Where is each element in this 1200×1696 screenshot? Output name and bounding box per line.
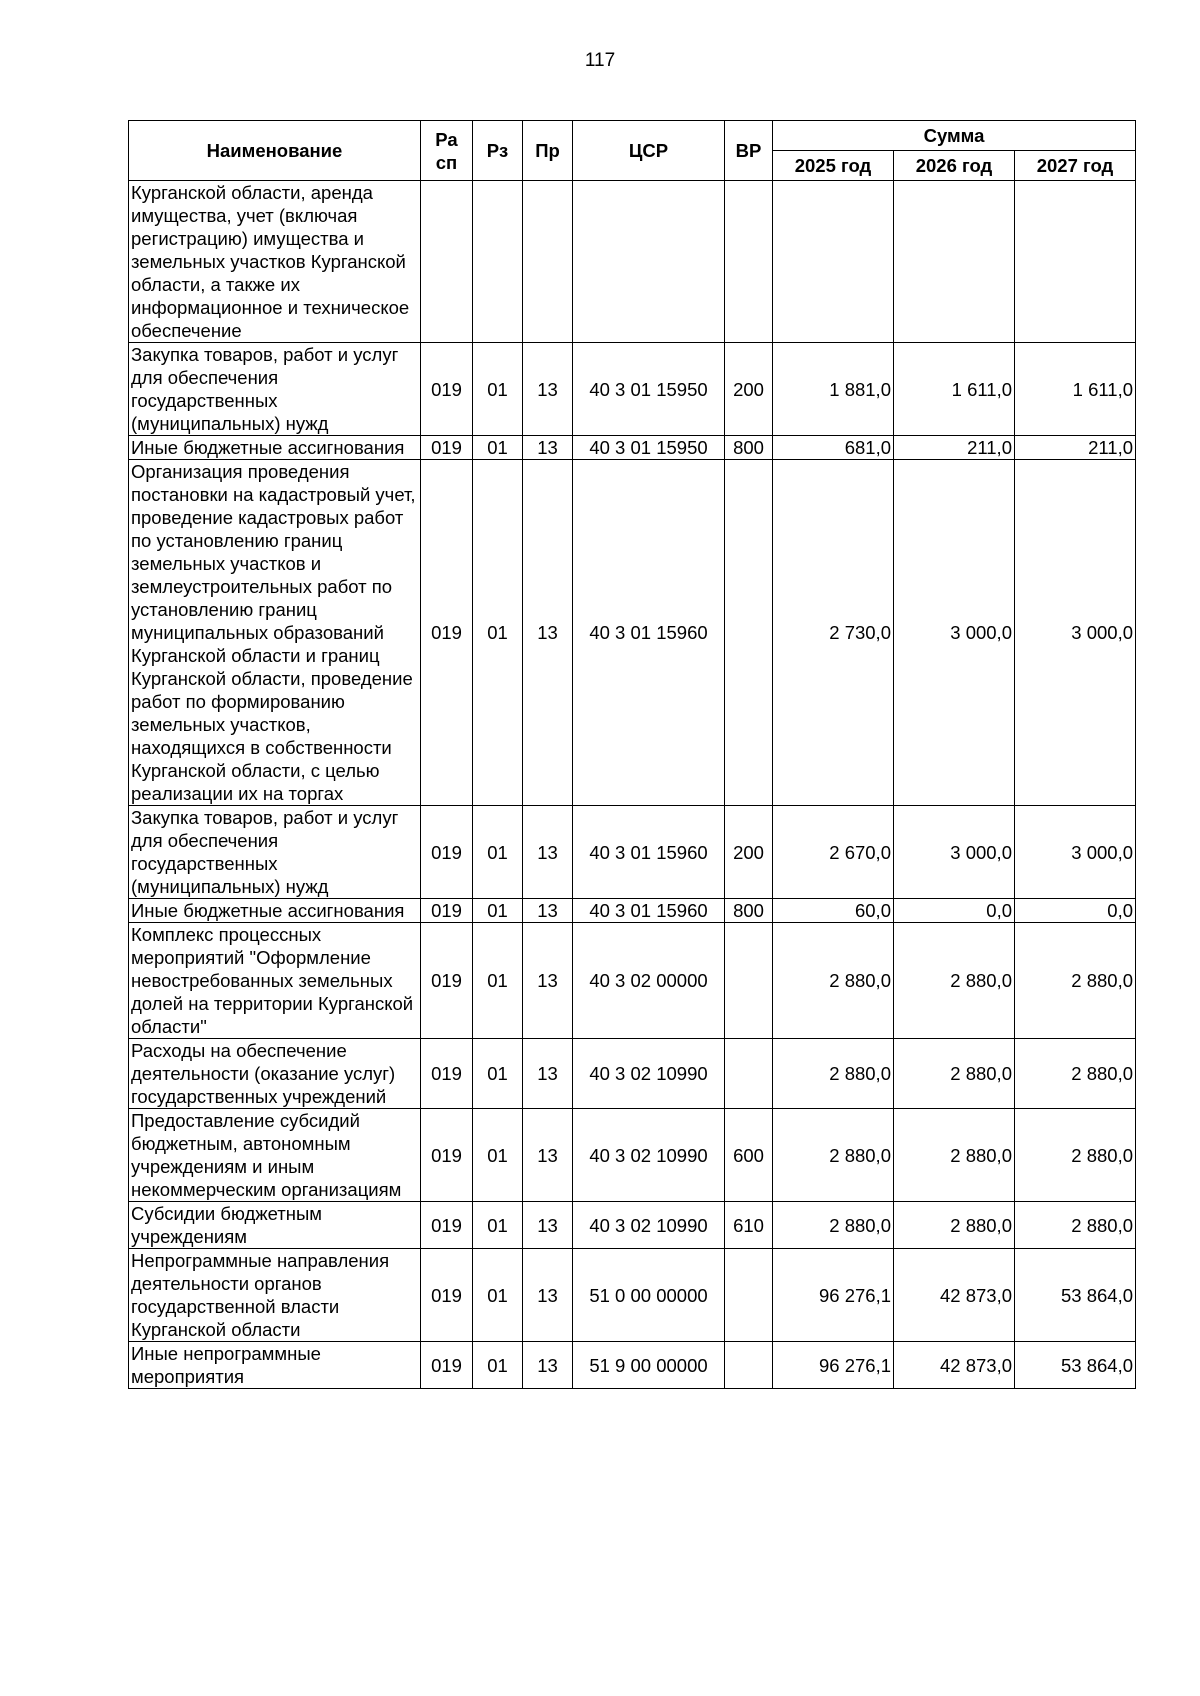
header-year-2025: 2025 год (773, 151, 894, 181)
row-amount-2027: 0,0 (1015, 899, 1136, 923)
row-vr (725, 181, 773, 343)
row-csr: 40 3 01 15950 (573, 436, 725, 460)
row-name: Закупка товаров, работ и услуг для обеспечения государственных (муниципальных) нужд (129, 343, 421, 436)
row-amount-2025: 2 730,0 (773, 460, 894, 806)
row-amount-2026: 3 000,0 (894, 460, 1015, 806)
row-pr: 13 (523, 460, 573, 806)
row-amount-2025: 2 880,0 (773, 1109, 894, 1202)
row-name: Непрограммные направления деятельности органов государственной власти Курганской области (129, 1249, 421, 1342)
row-vr: 200 (725, 806, 773, 899)
header-rasp-top: Ра (435, 128, 458, 150)
row-amount-2027: 2 880,0 (1015, 1202, 1136, 1249)
row-pr: 13 (523, 1249, 573, 1342)
row-rasp: 019 (421, 1039, 473, 1109)
row-rz: 01 (473, 460, 523, 806)
row-rasp: 019 (421, 1202, 473, 1249)
row-pr (523, 181, 573, 343)
row-amount-2025: 96 276,1 (773, 1249, 894, 1342)
row-amount-2025: 2 880,0 (773, 1039, 894, 1109)
table-row (129, 436, 1136, 460)
row-csr: 40 3 01 15960 (573, 806, 725, 899)
row-rz: 01 (473, 923, 523, 1039)
table-row (129, 181, 1136, 343)
header-sum: Сумма (773, 121, 1136, 151)
row-amount-2026: 3 000,0 (894, 806, 1015, 899)
header-year-2027: 2027 год (1015, 151, 1136, 181)
row-rz: 01 (473, 806, 523, 899)
row-vr (725, 1039, 773, 1109)
row-amount-2027: 2 880,0 (1015, 1039, 1136, 1109)
row-csr: 51 9 00 00000 (573, 1342, 725, 1389)
row-rasp: 019 (421, 923, 473, 1039)
row-name: Предоставление субсидий бюджетным, автономным учреждениям и иным некоммерческим организациям (129, 1109, 421, 1202)
row-csr: 51 0 00 00000 (573, 1249, 725, 1342)
row-csr: 40 3 01 15960 (573, 460, 725, 806)
row-pr: 13 (523, 806, 573, 899)
row-amount-2027 (1015, 181, 1136, 343)
row-vr: 800 (725, 436, 773, 460)
row-vr: 610 (725, 1202, 773, 1249)
row-csr: 40 3 02 10990 (573, 1039, 725, 1109)
row-name: Субсидии бюджетным учреждениям (129, 1202, 421, 1249)
header-csr: ЦСР (573, 121, 725, 181)
row-amount-2025: 1 881,0 (773, 343, 894, 436)
table-row (129, 1039, 1136, 1109)
row-pr: 13 (523, 923, 573, 1039)
row-amount-2026: 42 873,0 (894, 1249, 1015, 1342)
row-name: Иные непрограммные мероприятия (129, 1342, 421, 1389)
row-name: Организация проведения постановки на кадастровый учет, проведение кадастровых работ по установлению границ земельных участков и землеустроительных работ по установлению границ муниципальных образований Курганской области и границ Курганской области, проведение работ по формированию земельных участков, находящихся в собственности Курганской области, с целью реализации их на торгах (129, 460, 421, 806)
row-amount-2027: 3 000,0 (1015, 460, 1136, 806)
row-csr (573, 181, 725, 343)
table-row (129, 1109, 1136, 1202)
row-amount-2027: 211,0 (1015, 436, 1136, 460)
row-pr: 13 (523, 1039, 573, 1109)
row-amount-2026: 0,0 (894, 899, 1015, 923)
row-rasp: 019 (421, 1342, 473, 1389)
row-amount-2025: 2 880,0 (773, 923, 894, 1039)
row-name: Комплекс процессных мероприятий "Оформление невостребованных земельных долей на территории Курганской области" (129, 923, 421, 1039)
row-vr (725, 460, 773, 806)
row-rasp: 019 (421, 899, 473, 923)
table-row (129, 1249, 1136, 1342)
row-csr: 40 3 02 10990 (573, 1109, 725, 1202)
row-rz: 01 (473, 1202, 523, 1249)
row-csr: 40 3 01 15960 (573, 899, 725, 923)
header-rasp (421, 121, 473, 181)
row-amount-2025: 2 880,0 (773, 1202, 894, 1249)
row-amount-2026: 2 880,0 (894, 1039, 1015, 1109)
row-amount-2026 (894, 181, 1015, 343)
row-name: Расходы на обеспечение деятельности (оказание услуг) государственных учреждений (129, 1039, 421, 1109)
row-vr: 200 (725, 343, 773, 436)
header-pr: Пр (523, 121, 573, 181)
row-rz: 01 (473, 1342, 523, 1389)
table-row (129, 806, 1136, 899)
table-row (129, 1342, 1136, 1389)
row-pr: 13 (523, 899, 573, 923)
row-pr: 13 (523, 436, 573, 460)
row-csr: 40 3 01 15950 (573, 343, 725, 436)
budget-table (128, 120, 1136, 1389)
header-vr: ВР (725, 121, 773, 181)
row-amount-2025 (773, 181, 894, 343)
row-amount-2027: 53 864,0 (1015, 1342, 1136, 1389)
page-number: 117 (584, 50, 616, 71)
row-amount-2025: 2 670,0 (773, 806, 894, 899)
row-vr (725, 1249, 773, 1342)
row-rasp: 019 (421, 436, 473, 460)
row-amount-2027: 3 000,0 (1015, 806, 1136, 899)
row-rasp: 019 (421, 1109, 473, 1202)
row-amount-2026: 2 880,0 (894, 1109, 1015, 1202)
row-pr: 13 (523, 1342, 573, 1389)
table-row (129, 343, 1136, 436)
row-amount-2027: 2 880,0 (1015, 1109, 1136, 1202)
table-row (129, 923, 1136, 1039)
row-rasp: 019 (421, 343, 473, 436)
row-rasp (421, 181, 473, 343)
row-name: Иные бюджетные ассигнования (129, 899, 421, 923)
row-name: Иные бюджетные ассигнования (129, 436, 421, 460)
row-rz: 01 (473, 436, 523, 460)
row-vr (725, 923, 773, 1039)
row-amount-2027: 2 880,0 (1015, 923, 1136, 1039)
row-amount-2025: 96 276,1 (773, 1342, 894, 1389)
row-pr: 13 (523, 1202, 573, 1249)
row-amount-2026: 211,0 (894, 436, 1015, 460)
row-amount-2026: 1 611,0 (894, 343, 1015, 436)
row-pr: 13 (523, 1109, 573, 1202)
row-amount-2027: 1 611,0 (1015, 343, 1136, 436)
header-year-2026: 2026 год (894, 151, 1015, 181)
row-rasp: 019 (421, 1249, 473, 1342)
row-amount-2027: 53 864,0 (1015, 1249, 1136, 1342)
row-csr: 40 3 02 10990 (573, 1202, 725, 1249)
row-rz: 01 (473, 1109, 523, 1202)
table-header (129, 121, 1136, 181)
row-amount-2026: 42 873,0 (894, 1342, 1015, 1389)
header-name: Наименование (129, 121, 421, 181)
row-amount-2025: 60,0 (773, 899, 894, 923)
row-vr: 800 (725, 899, 773, 923)
row-amount-2026: 2 880,0 (894, 1202, 1015, 1249)
table-row (129, 460, 1136, 806)
row-rz: 01 (473, 343, 523, 436)
table-body (129, 181, 1136, 1389)
row-name: Закупка товаров, работ и услуг для обеспечения государственных (муниципальных) нужд (129, 806, 421, 899)
row-rasp: 019 (421, 460, 473, 806)
row-pr: 13 (523, 343, 573, 436)
header-rz: Рз (473, 121, 523, 181)
row-csr: 40 3 02 00000 (573, 923, 725, 1039)
row-rz: 01 (473, 1249, 523, 1342)
row-name: Курганской области, аренда имущества, учет (включая регистрацию) имущества и земельных участков Курганской области, а также их информационное и техническое обеспечение (129, 181, 421, 343)
row-rz: 01 (473, 1039, 523, 1109)
row-amount-2026: 2 880,0 (894, 923, 1015, 1039)
row-rz (473, 181, 523, 343)
row-rasp: 019 (421, 806, 473, 899)
header-rasp-bottom: сп (435, 151, 458, 173)
row-rz: 01 (473, 899, 523, 923)
row-amount-2025: 681,0 (773, 436, 894, 460)
row-vr: 600 (725, 1109, 773, 1202)
table-row (129, 899, 1136, 923)
table-row (129, 1202, 1136, 1249)
row-vr (725, 1342, 773, 1389)
